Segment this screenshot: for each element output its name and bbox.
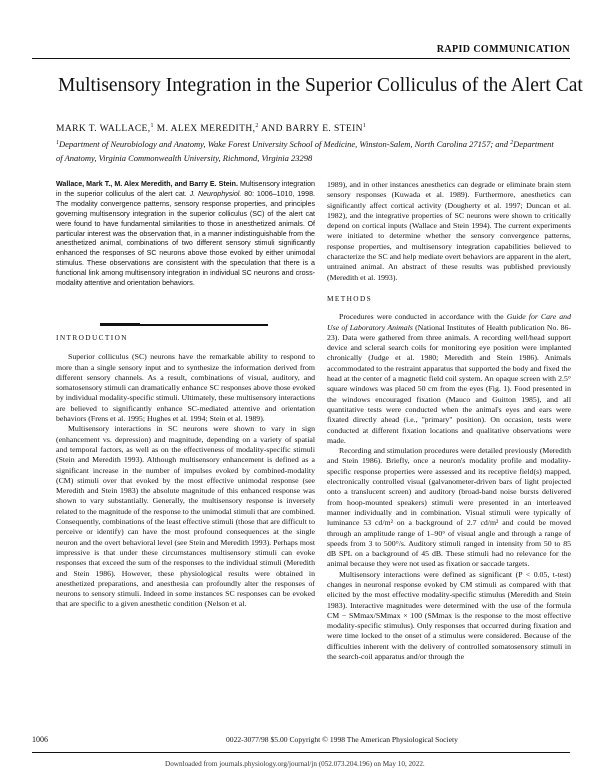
methods-paragraph: Recording and stimulation procedures were detailed previously (Meredith and Stein 1986). Briefly, once a neuron's modality profile and modality-specific response properties were assessed and its receptive field(s) mapped, electronically controlled visual (galvanometer-driven bars of light projected onto a translucent screen) and auditory (broad-band noise bursts delivered from hoop-mounted speakers) stimuli were presented in an interleaved manner individually and in combination. Visual stimuli were typically of luminance 53 cd/m² on a background of 2.7 cd/m² and could be moved through an amplitude range of 1–90° of visual angle and through a range of speeds from 3 to 500°/s. Auditory stimuli ranged in intensity from 50 to 85 dB SPL on a background of 45 dB. These stimuli had no relevance for the animal because they were not used as fixation or saccade targets.	[327, 446, 571, 569]
abstract	[56, 180, 315, 289]
section-label: RAPID COMMUNICATION	[436, 44, 570, 55]
intro-paragraph: Superior colliculus (SC) neurons have the remarkable ability to respond to more than a single sensory input and to synthesize the information derived from different sensory channels. As a result, combinations of visual, auditory, and somatosensory stimuli can dramatically enhance SC responses above those evoked by individual modality-specific stimuli. Ultimately, these multisensory interactions are believed to significantly enhance SC-mediated attentive and orientation behaviors (Frens et al. 1995; Hughes et al. 1994; Stein et al. 1989).	[56, 352, 315, 424]
download-note: Downloaded from journals.physiology.org/journal/jn (052.073.204.196) on May 10, 2022.	[165, 760, 425, 768]
affiliation-sup: 2	[510, 140, 514, 146]
footer-rule	[32, 752, 570, 753]
methods-heading: METHODS	[327, 293, 373, 303]
introduction-heading: INTRODUCTION	[56, 332, 128, 342]
left-column	[56, 180, 315, 610]
author-name: M. ALEX MEREDITH,	[156, 124, 256, 134]
author-sup: 2	[255, 123, 259, 129]
author-name: AND BARRY E. STEIN	[261, 124, 363, 134]
author-name: MARK T. WALLACE,	[56, 124, 151, 134]
author-sup: 1	[362, 123, 367, 129]
affiliation-text: Department of Neurobiology and Anatomy, Wake Forest University School of Medicine, Winston-Salem, North Carolina 27157; and	[59, 139, 509, 149]
abstract-divider	[100, 324, 268, 326]
affiliation-sup: 1	[56, 140, 59, 146]
methods-text: (National Institutes of Health publication No. 86-23). Data were gathered from three animals. A recording well/head support device and scleral search coils for monitoring eye position were implanted chronically (Judge et al. 1980; Meredith and Stein 1986). Animals accommodated to the restraint apparatus that supported the body and fixed the head at the center of a magnetic field coil system. An opaque screen with 2.5° square windows was placed 50 cm from the eyes (Fig. 1). Food presented in the windows encouraged fixation (Mauco and Guitton 1985), and all quantitative tests were conducted when the animal's eyes and ears were fixated directly ahead (i.e., ''primary'' position). On occasion, tests were conducted at different fixation locations and qualitative observations were made.	[327, 322, 572, 445]
methods-text: Procedures were conducted in accordance with the	[339, 312, 504, 322]
abstract-body: The modality convergence patterns, sensory response properties, and principles governing multisensory integration in the superior colliculus (SC) of the alert cat were found to have fundamental similarities to those in anesthetized animals. Of particular interest was the observation that, in a manner indistinguishable from the anesthetized animal, combinations of two different sensory stimuli significantly enhanced the responses of SC neurons above those evoked by either unimodal stimulus. These observations are consistent with the speculation that there is a functional link among multisensory integration in individual SC neurons and cross-modality attentive and orientation behaviors.	[56, 199, 315, 288]
copyright-line: 0022-3077/98 $5.00 Copyright © 1998 The American Physiological Society	[226, 735, 458, 744]
guide-title: Guide for Care and Use of Laboratory Animals	[327, 312, 571, 332]
affiliation-text: Department of Anatomy, Virginia Commonwealth University, Richmond, Virginia 23298	[56, 139, 554, 163]
abstract-journal: J. Neurophysiol.	[189, 189, 242, 198]
author-list	[56, 124, 366, 134]
right-column	[327, 180, 571, 662]
article-title: Multisensory Integration in the Superior Colliculus of the Alert Cat	[58, 75, 583, 96]
abstract-citation: 80: 1006–1010, 1998.	[244, 189, 315, 198]
abstract-title-ref: Multisensory integration in the superior colliculus of the alert cat.	[56, 180, 315, 198]
methods-paragraph	[327, 312, 571, 446]
intro-paragraph: Multisensory interactions in SC neurons were shown to vary in sign (enhancement vs. depression) and magnitude, depending on a variety of spatial and temporal factors, as well as on the effectiveness of modality-specific stimuli (Stein and Meredith 1993). Although multisensory enhancement is defined as a significant increase in the number of impulses evoked by combined-modality (CM) stimuli over that evoked by the most effective unimodal response (see Meredith and Stein 1983) the absolute magnitude of this enhanced response was shown to vary substantially. Generally, the multisensory response is inversely related to the magnitude of the response to the unimodal stimuli that are combined. Consequently, combinations of the least effective stimuli (those that are difficult to perceive or identify) can have the most profound consequences at the single neuron and the overt behavioral level (see Stein and Meredith 1993). Perhaps most impressive is that under these circumstances multisensory stimuli can evoke responses that exceed the sum of the responses to the individual stimuli (Meredith and Stein 1986). However, these physiological results were obtained in anesthetized preparations, and anesthesia can profoundly alter the responses of neurons to sensory stimuli. Indeed in some instances SC responses can be evoked that are specific to a given anesthetic condition (Nelson et al.	[56, 424, 315, 609]
page-number: 1006	[32, 735, 48, 744]
header-rule	[32, 58, 570, 59]
abstract-lead: Wallace, Mark T., M. Alex Meredith, and Barry E. Stein.	[56, 180, 238, 188]
methods-paragraph: Multisensory interactions were defined as significant (P < 0.05, t-test) changes in neuronal response evoked by CM stimuli as compared with that elicited by the most effective modality-specific stimulus (Meredith and Stein 1983). Interactive magnitudes were determined with the use of the formula CM − SMmax/SMmax × 100 (SMmax is the response to the most effective modality-specific stimulus). Only responses that occurred during fixation and were time locked to the onset of a stimulus were considered. Because of the difficulties inherent with the delivery of controlled somatosensory stimuli in the search-coil apparatus and/or through the	[327, 569, 571, 662]
affiliations	[56, 138, 556, 165]
continuation-paragraph: 1989), and in other instances anesthetics can degrade or eliminate brain stem sensory responses (Kuwada et al. 1989). Furthermore, anesthetics can significantly affect cortical activity (Dougherty et al. 1997; Duncan et al. 1982), and the integrative properties of SC neurons were shown to critically depend on cortical inputs (Wallace and Stein 1994). The current experiments were initiated to determine whether the sensory convergence patterns, response properties, and multisensory integration capabilities believed to characterize the SC and help mediate overt behaviors are apparent in the alert, untrained animal. An abstract of these results was published previously (Meredith et al. 1993).	[327, 180, 571, 282]
author-sup: 1	[150, 123, 154, 129]
